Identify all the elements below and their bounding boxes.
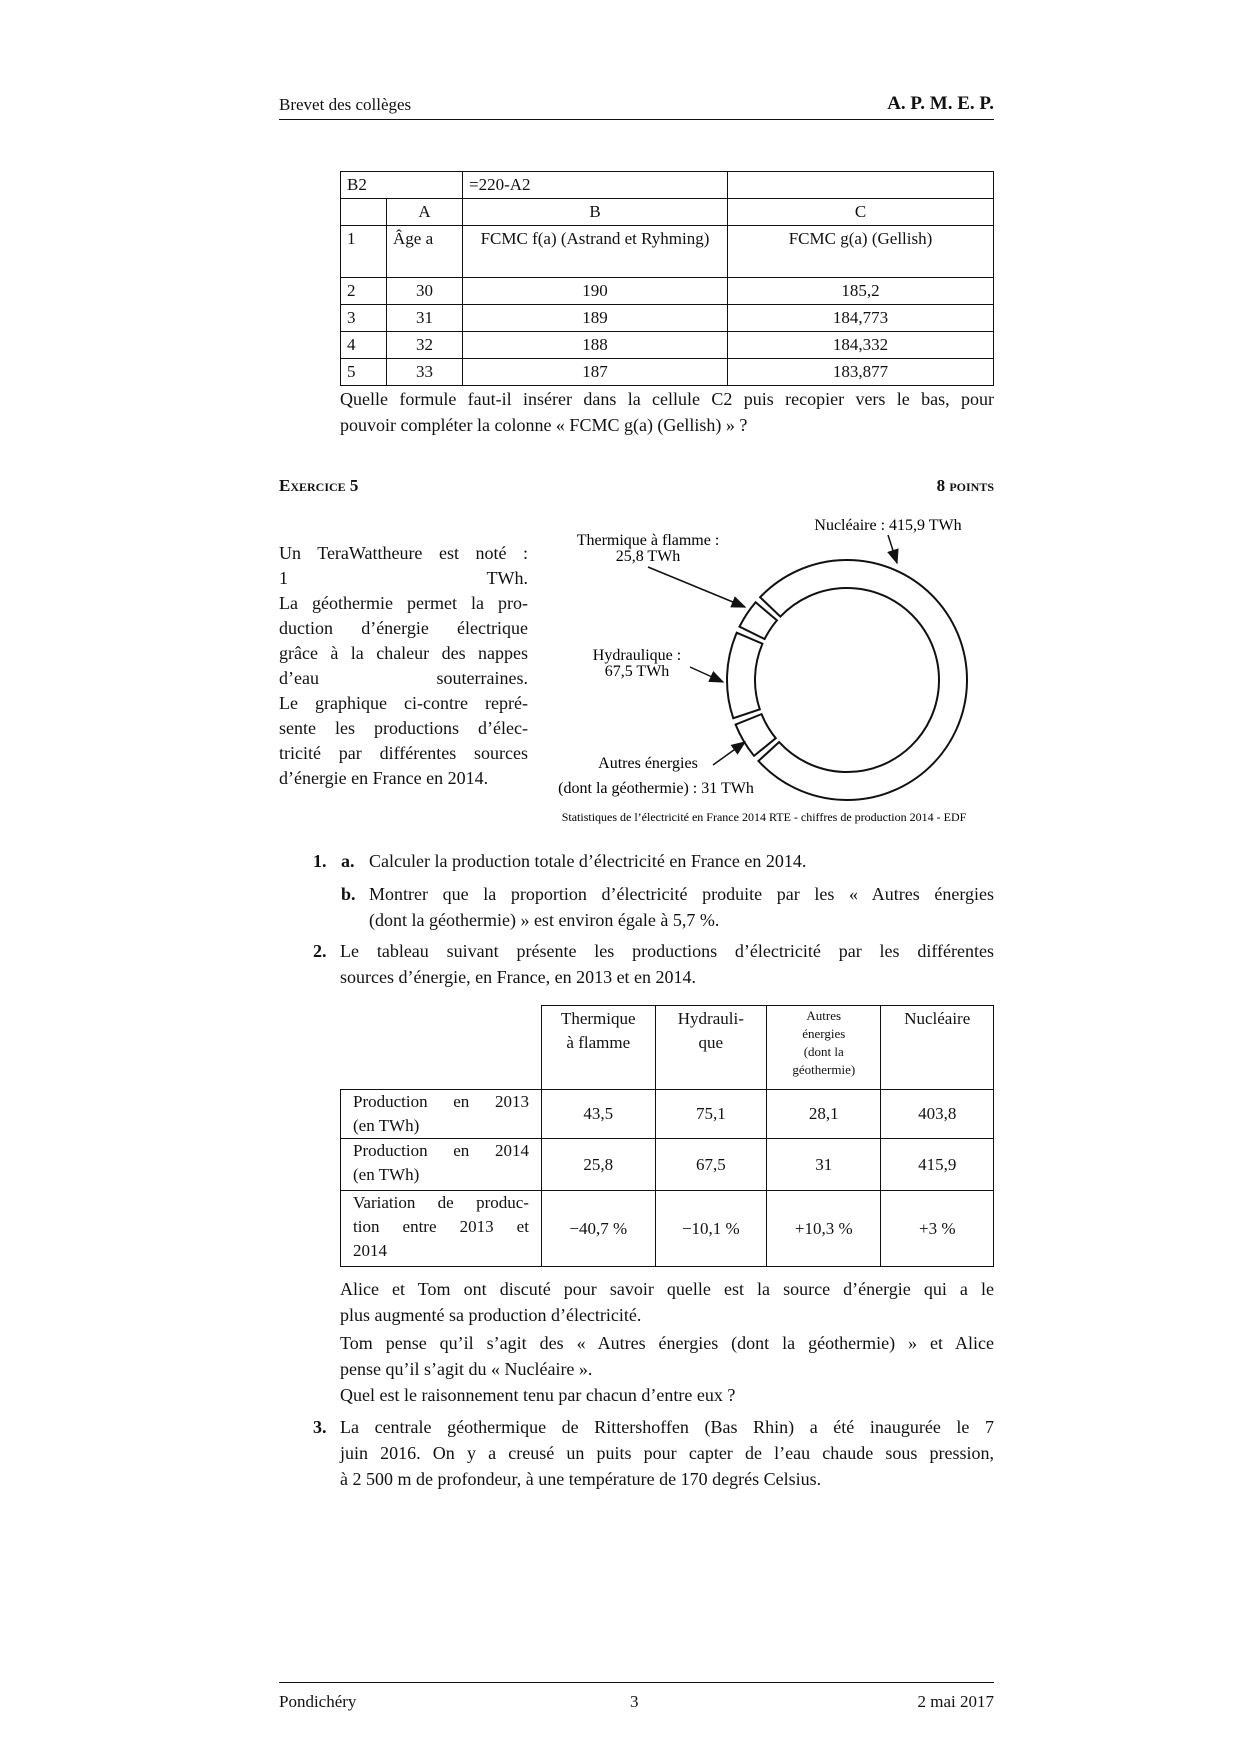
segment-hydraulique <box>727 633 762 719</box>
q2-after-line: Tom pense qu’il s’agit des « Autres énergies (dont la géothermie) » et Alice <box>340 1333 994 1353</box>
intro-line: tricité par différentes sources <box>279 743 528 763</box>
header-line: Thermique <box>560 1009 636 1028</box>
header-right: A. P. M. E. P. <box>887 93 994 114</box>
label-autres: Autres énergies <box>598 755 698 772</box>
value-cell: 43,5 <box>541 1090 655 1139</box>
arrow-nucleaire <box>888 535 897 563</box>
cell-c: 184,332 <box>728 332 994 359</box>
chart-source: Statistiques de l’électricité en France 2014 RTE - chiffres de production 2014 - EDF <box>561 810 967 824</box>
header-cell: FCMC g(a) (Gellish) <box>728 226 994 278</box>
exercise-points: 8 points <box>936 476 994 495</box>
q1b-label: b. <box>341 884 356 904</box>
intro-line: Un TeraWattheure est noté : <box>279 543 528 563</box>
footer-rule <box>279 1682 994 1683</box>
label-thermique-value: 25,8 TWh <box>615 548 681 565</box>
cell-a: 31 <box>387 305 463 332</box>
row-label-line: (en TWh) <box>353 1116 420 1135</box>
q2-after-line: plus augmenté sa production d’électricité. <box>340 1305 642 1325</box>
segment-nucleaire <box>758 560 967 800</box>
exercise-title: Exercice 5 <box>279 476 359 495</box>
formula: =220-A2 <box>463 172 728 199</box>
cell-num: 3 <box>341 305 387 332</box>
column-header <box>655 1006 767 1090</box>
value-cell: −40,7 % <box>541 1191 655 1267</box>
header-line: (dont la <box>803 1044 844 1059</box>
cell-b: 188 <box>463 332 728 359</box>
q1-number: 1. <box>313 851 327 871</box>
ring-chart <box>0 0 1240 840</box>
header-cell: Âge a <box>387 226 463 278</box>
cell-b: 189 <box>463 305 728 332</box>
row-label-line: tion entre 2013 et <box>353 1217 529 1236</box>
intro-line: Le graphique ci-contre repré- <box>279 693 528 713</box>
intro-line: d’eau souterraines. <box>279 668 528 688</box>
header-left: Brevet des collèges <box>279 95 412 114</box>
row-label <box>341 1090 542 1139</box>
column-header <box>541 1006 655 1090</box>
question-text-line: Quelle formule faut-il insérer dans la cellule C2 puis recopier vers le bas, pour <box>340 389 994 409</box>
production-table <box>340 1005 994 1267</box>
row-label-line: Variation de produc- <box>353 1193 529 1212</box>
header-line: Hydrauli- <box>677 1009 744 1028</box>
row-label <box>341 1139 542 1191</box>
header-line: Autres <box>806 1008 842 1023</box>
arrow-hydraulique <box>690 667 723 682</box>
value-cell: 67,5 <box>655 1139 767 1191</box>
value-cell: 25,8 <box>541 1139 655 1191</box>
label-thermique: Thermique à flamme : <box>576 532 720 549</box>
value-cell: 75,1 <box>655 1090 767 1139</box>
table-row <box>341 1090 994 1139</box>
q2-after-line: Alice et Tom ont discuté pour savoir quelle est la source d’énergie qui a le <box>340 1279 994 1299</box>
intro-line: d’énergie en France en 2014. <box>279 768 489 788</box>
header-line: à flamme <box>566 1033 631 1052</box>
header-line: géothermie) <box>792 1062 856 1077</box>
column-header <box>767 1006 881 1090</box>
header-cell: FCMC f(a) (Astrand et Ryhming) <box>463 226 728 278</box>
col-header: A <box>387 199 463 226</box>
question-text-line: pouvoir compléter la colonne « FCMC g(a) (Gellish) » ? <box>340 415 748 435</box>
value-cell: −10,1 % <box>655 1191 767 1267</box>
value-cell: +10,3 % <box>767 1191 881 1267</box>
intro-line: 1 TWh. <box>279 568 528 588</box>
value-cell: 31 <box>767 1139 881 1191</box>
q3-line: juin 2016. On y a creusé un puits pour capter de l’eau chaude sous pression, <box>340 1443 994 1463</box>
intro-line: La géothermie permet la pro- <box>279 593 528 613</box>
q1a-label: a. <box>341 851 355 871</box>
cell-ref: B2 <box>341 172 463 199</box>
table-row <box>341 1139 994 1191</box>
value-cell: 415,9 <box>881 1139 994 1191</box>
q2-after-line: Quel est le raisonnement tenu par chacun d’entre eux ? <box>340 1385 736 1405</box>
arrow-thermique <box>648 567 745 607</box>
footer-left: Pondichéry <box>279 1692 357 1711</box>
label-autres-value: (dont la géothermie) : 31 TWh <box>558 780 754 797</box>
q2-after-line: pense qu’il s’agit du « Nucléaire ». <box>340 1359 593 1379</box>
cell-num: 2 <box>341 278 387 305</box>
value-cell: +3 % <box>881 1191 994 1267</box>
q2-line: Le tableau suivant présente les productions d’électricité par les différentes <box>340 941 994 961</box>
empty-corner <box>341 1006 542 1090</box>
header-line: énergies <box>802 1026 846 1041</box>
value-cell: 403,8 <box>881 1090 994 1139</box>
cell-c: 183,877 <box>728 359 994 386</box>
row-num: 1 <box>341 226 387 278</box>
column-header <box>881 1006 994 1090</box>
intro-line: duction d’énergie électrique <box>279 618 528 638</box>
q1b-line: (dont la géothermie) » est environ égale à 5,7 %. <box>369 910 720 930</box>
page-number: 3 <box>630 1692 639 1711</box>
q2-number: 2. <box>313 941 327 961</box>
row-label-line: Production en 2014 <box>353 1141 529 1160</box>
label-hydraulique: Hydraulique : <box>592 647 682 664</box>
row-label-line: (en TWh) <box>353 1165 420 1184</box>
cell-num: 5 <box>341 359 387 386</box>
row-label <box>341 1191 542 1267</box>
cell-a: 32 <box>387 332 463 359</box>
col-header: B <box>463 199 728 226</box>
cell-a: 30 <box>387 278 463 305</box>
cell-num: 4 <box>341 332 387 359</box>
intro-line: sente les productions d’élec- <box>279 718 528 738</box>
value-cell: 28,1 <box>767 1090 881 1139</box>
q1a-text: Calculer la production totale d’électricité en France en 2014. <box>369 851 807 871</box>
cell-a: 33 <box>387 359 463 386</box>
header-line: Nucléaire <box>904 1009 971 1028</box>
q3-number: 3. <box>313 1417 327 1437</box>
q3-line: à 2 500 m de profondeur, à une température de 170 degrés Celsius. <box>340 1469 822 1489</box>
cell-c: 185,2 <box>728 278 994 305</box>
q3-line: La centrale géothermique de Rittershoffen (Bas Rhin) a été inaugurée le 7 <box>340 1417 994 1437</box>
cell-b: 187 <box>463 359 728 386</box>
q2-line: sources d’énergie, en France, en 2013 et en 2014. <box>340 967 697 987</box>
label-hydraulique-value: 67,5 TWh <box>604 663 670 680</box>
row-label-line: Production en 2013 <box>353 1092 529 1111</box>
arrow-autres <box>713 742 745 765</box>
cell-b: 190 <box>463 278 728 305</box>
row-label-line: 2014 <box>353 1241 387 1260</box>
table-row <box>341 1191 994 1267</box>
cell-c: 184,773 <box>728 305 994 332</box>
label-nucleaire: Nucléaire : 415,9 TWh <box>814 517 962 534</box>
intro-line: grâce à la chaleur des nappes <box>279 643 528 663</box>
header-line: que <box>698 1033 724 1052</box>
col-header: C <box>728 199 994 226</box>
q1b-line: Montrer que la proportion d’électricité produite par les « Autres énergies <box>369 884 994 904</box>
footer-right: 2 mai 2017 <box>917 1692 994 1711</box>
